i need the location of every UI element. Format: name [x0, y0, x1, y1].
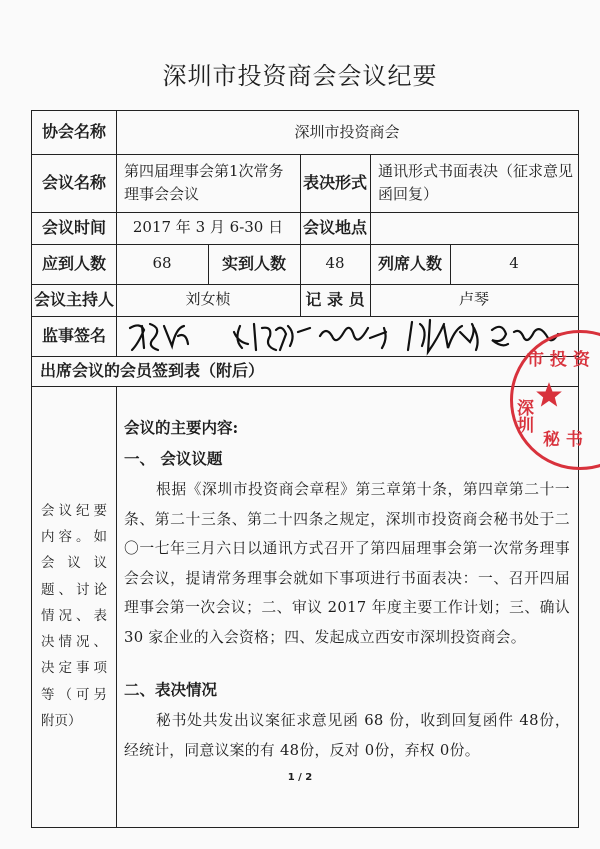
association-label: 协会名称: [41, 122, 106, 142]
expected-count-label: 应到人数: [41, 253, 106, 273]
side-note-cell: [32, 406, 116, 826]
association-value: 深圳市投资商会: [294, 122, 400, 141]
seal-text-left: 深圳: [513, 399, 533, 433]
handwritten-signatures: [122, 316, 574, 356]
place-label: 会议地点: [302, 217, 367, 237]
expected-count-value: 68: [152, 254, 172, 273]
nonvoting-count-label: 列席人数: [377, 253, 442, 273]
topic-paragraph: 根据《深圳市投资商会章程》第三章第十条，第四章第二十一条、第二十三条、第二十四条之规定，深圳市投资商会秘书处于二〇一七年三月六日以通讯方式召开了第四届理事会第一次常务理事会会议，提请常务理事会就如下事项进行书面表决：一、召开四届理事会第一次会议；二、审议 2017 年度主要工作计划；三、确认 30 家企业的入会资格；四、发起成立西安市深圳投资商会。: [124, 481, 570, 646]
seal-star-icon: [535, 381, 563, 409]
vote-paragraph: 秘书处共发出议案征求意见函 68 份，收到回复函件 48份，经统计，同意议案的有 48份，反对 0份，弃权 0份。: [124, 712, 570, 759]
meeting-name-value: 第四届理事会第1次常务理事会会议: [124, 161, 284, 203]
side-note-text: 会议纪要内容。如会议议题、讨论情况、表决情况、决定事项等（可另附页）: [41, 502, 107, 730]
actual-count-value: 48: [325, 254, 345, 273]
supervisor-signature-label: 监事签名: [41, 325, 106, 345]
page-number: 1 / 2: [287, 772, 313, 783]
vote-form-label: 表决形式: [302, 172, 367, 192]
recorder-label: 记 录 员: [305, 289, 365, 309]
host-value: 刘女桢: [185, 290, 231, 309]
place-value: [370, 212, 578, 244]
recorder-value: 卢琴: [458, 290, 489, 309]
host-label: 会议主持人: [33, 289, 114, 309]
seal-text-top: 市 投 资: [527, 350, 590, 370]
actual-count-label: 实到人数: [221, 253, 286, 273]
section-topic-heading: 一、 会议议题: [124, 449, 223, 468]
meeting-name-label: 会议名称: [41, 172, 106, 192]
vote-form-value: 通讯形式书面表决（征求意见函回复）: [378, 161, 574, 203]
document-title: 深圳市投资商会会议纪要: [162, 62, 438, 90]
time-value: 2017 年 3 月 6-30 日: [132, 218, 284, 237]
content-heading: 会议的主要内容:: [124, 418, 239, 437]
time-label: 会议时间: [41, 217, 106, 237]
signin-sheet-label: 出席会议的会员签到表（附后）: [40, 360, 265, 380]
seal-text-bottom: 秘 书: [543, 430, 583, 450]
nonvoting-count-value: 4: [509, 254, 519, 273]
minutes-form-table: [31, 110, 579, 828]
section-vote-heading: 二、表决情况: [124, 680, 218, 699]
